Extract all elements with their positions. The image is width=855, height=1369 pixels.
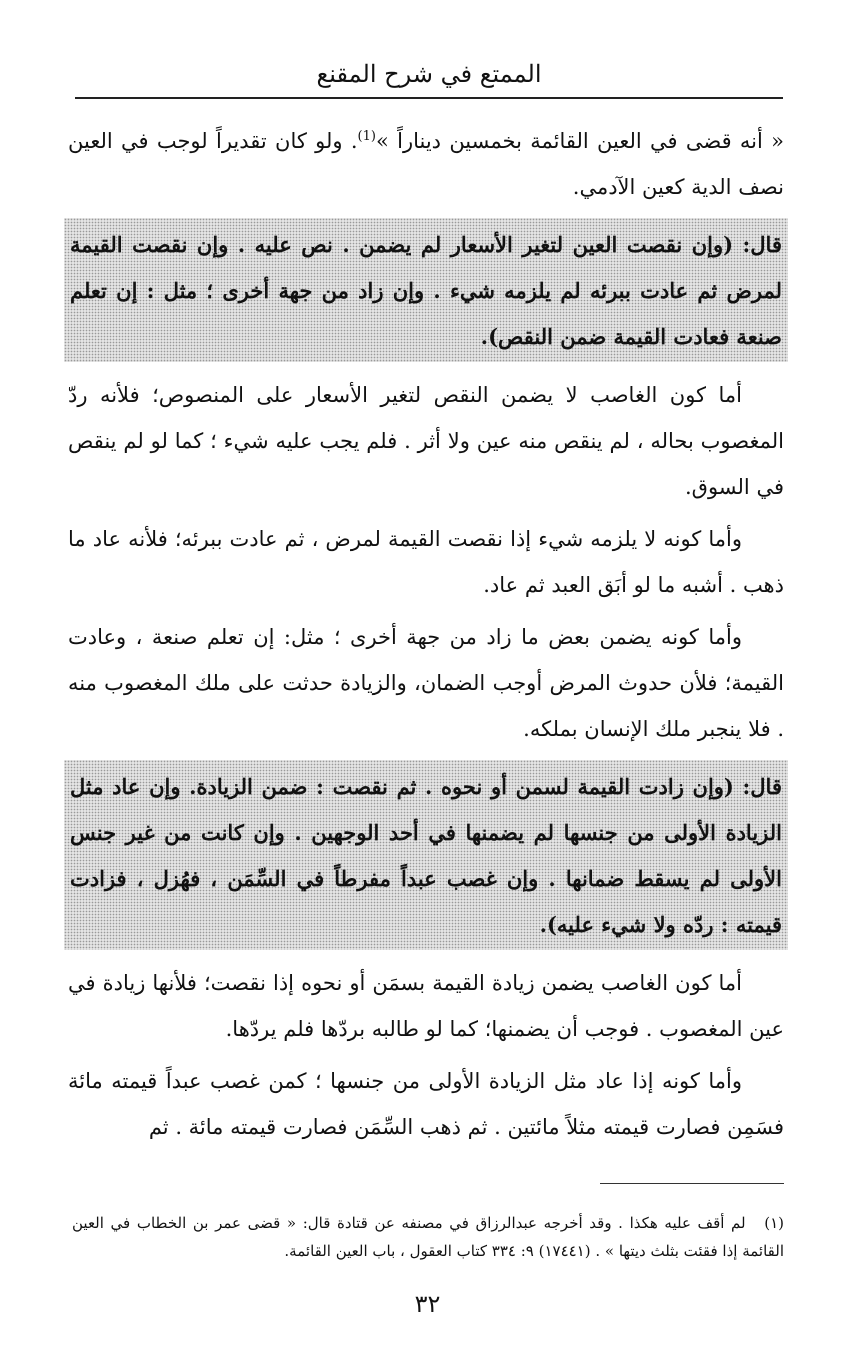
footnote-reference: (1) [357, 129, 376, 144]
paragraph: أما كون الغاصب لا يضمن النقص لتغير الأسعار على المنصوص؛ فلأنه ردّ المغصوب بحاله ، لم ينقص منه عين ولا أثر . فلم يجب عليه شيء ؛ كما لو لم ينقص في السوق. [68, 383, 784, 499]
paragraph [68, 118, 784, 210]
main-text [68, 118, 784, 1156]
footnote [72, 1209, 784, 1265]
footnote-number: (١) [764, 1214, 784, 1232]
page-number: ٣٢ [414, 1290, 441, 1318]
paragraph-text: « أنه قضى في العين القائمة بخمسين ديناراً » [375, 129, 784, 153]
footnote-divider [600, 1183, 784, 1184]
quoted-matn-block: قال: (وإن زادت القيمة لسمن أو نحوه . ثم نقصت : ضمن الزيادة. وإن عاد مثل الزيادة الأولى من جنسها لم يضمنها في أحد الوجهين . وإن كانت من غير جنس الأولى لم يسقط ضمانها . وإن غصب عبداً مفرطاً في السِّمَن ، فهُزل ، فزادت قيمته : ردّه ولا شيء عليه). [64, 760, 788, 950]
running-header [75, 55, 783, 99]
book-title: الممتع في شرح المقنع [316, 60, 542, 88]
paragraph: أما كون الغاصب يضمن زيادة القيمة بسمَن أو نحوه إذا نقصت؛ فلأنها زيادة في عين المغصوب . فوجب أن يضمنها؛ كما لو طالبه بردّها فلم يردّها. [68, 971, 784, 1041]
paragraph: وأما كونه يضمن بعض ما زاد من جهة أخرى ؛ مثل: إن تعلم صنعة ، وعادت القيمة؛ فلأن حدوث المرض أوجب الضمان، والزيادة حدثت على ملك المغصوب منه . فلا ينجبر ملك الإنسان بملكه. [68, 625, 784, 741]
paragraph-text: . ولو كان تقديراً لوجب في العين نصف الدية كعين الآدمي. [68, 129, 784, 199]
paragraph: وأما كونه لا يلزمه شيء إذا نقصت القيمة لمرض ، ثم عادت ببرئه؛ فلأنه عاد ما ذهب . أشبه ما لو أبَق العبد ثم عاد. [68, 527, 784, 597]
paragraph: وأما كونه إذا عاد مثل الزيادة الأولى من جنسها ؛ كمن غصب عبداً قيمته مائة فسَمِن فصارت قيمته مثلاً مائتين . ثم ذهب السِّمَن فصارت قيمته مائة . ثم [68, 1069, 784, 1139]
footnote-text: لم أقف عليه هكذا . وقد أخرجه عبدالرزاق في مصنفه عن قتادة قال: « قضى عمر بن الخطاب في العين القائمة إذا فقئت بثلث ديتها » . (١٧٤٤١) ٩: ٣٣٤ كتاب العقول ، باب العين القائمة. [72, 1214, 784, 1260]
quoted-matn-block: قال: (وإن نقصت العين لتغير الأسعار لم يضمن . نص عليه . وإن نقصت القيمة لمرض ثم عادت ببرئه لم يلزمه شيء . وإن زاد من جهة أخرى ؛ مثل : إن تعلم صنعة فعادت القيمة ضمن النقص). [64, 218, 788, 362]
